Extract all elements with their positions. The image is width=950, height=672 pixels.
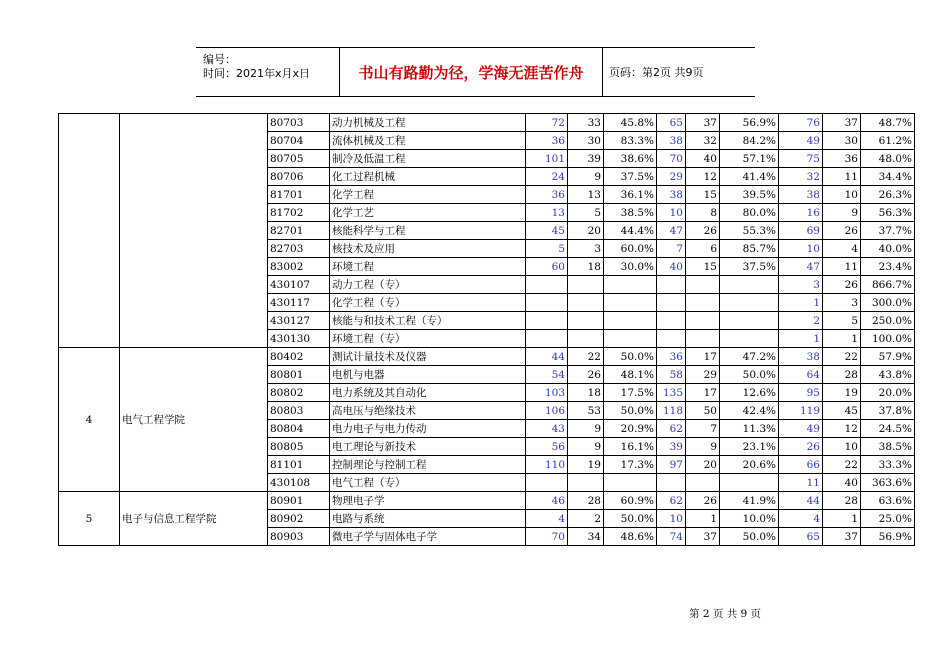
value-cell: 101 xyxy=(526,150,568,168)
value-cell: 56.3% xyxy=(861,204,915,222)
value-cell: 37.7% xyxy=(861,222,915,240)
value-cell xyxy=(657,276,686,294)
major-name: 电工理论与新技术 xyxy=(330,438,526,456)
major-code: 430127 xyxy=(268,312,330,330)
value-cell: 7 xyxy=(686,420,720,438)
value-cell: 18 xyxy=(568,384,604,402)
value-cell: 26 xyxy=(823,222,861,240)
value-cell: 363.6% xyxy=(861,474,915,492)
major-code: 80703 xyxy=(268,114,330,132)
value-cell: 72 xyxy=(526,114,568,132)
value-cell xyxy=(720,312,779,330)
value-cell: 63.6% xyxy=(861,492,915,510)
major-name: 化学工艺 xyxy=(330,204,526,222)
value-cell xyxy=(657,330,686,348)
value-cell: 22 xyxy=(823,456,861,474)
value-cell: 40 xyxy=(686,150,720,168)
value-cell: 26 xyxy=(686,222,720,240)
value-cell: 3 xyxy=(823,294,861,312)
value-cell: 45 xyxy=(823,402,861,420)
value-cell: 36 xyxy=(657,348,686,366)
value-cell: 47.2% xyxy=(720,348,779,366)
major-name: 测试计量技术及仪器 xyxy=(330,348,526,366)
value-cell xyxy=(526,294,568,312)
value-cell: 30 xyxy=(823,132,861,150)
major-name: 电路与系统 xyxy=(330,510,526,528)
major-code: 80805 xyxy=(268,438,330,456)
value-cell: 43.8% xyxy=(861,366,915,384)
value-cell: 8 xyxy=(686,204,720,222)
value-cell: 9 xyxy=(568,168,604,186)
value-cell: 20 xyxy=(568,222,604,240)
value-cell: 37.5% xyxy=(720,258,779,276)
value-cell: 10 xyxy=(779,240,823,258)
value-cell: 39 xyxy=(568,150,604,168)
value-cell: 50.0% xyxy=(604,402,657,420)
major-name: 化学工程 xyxy=(330,186,526,204)
value-cell: 5 xyxy=(526,240,568,258)
major-code: 80402 xyxy=(268,348,330,366)
value-cell: 38.5% xyxy=(604,204,657,222)
value-cell: 37.8% xyxy=(861,402,915,420)
value-cell: 17.3% xyxy=(604,456,657,474)
major-code: 80706 xyxy=(268,168,330,186)
value-cell: 28 xyxy=(823,492,861,510)
value-cell: 83.3% xyxy=(604,132,657,150)
value-cell: 60 xyxy=(526,258,568,276)
value-cell xyxy=(720,474,779,492)
major-name: 环境工程 xyxy=(330,258,526,276)
value-cell: 4 xyxy=(779,510,823,528)
value-cell: 40 xyxy=(823,474,861,492)
major-name: 制冷及低温工程 xyxy=(330,150,526,168)
value-cell: 36 xyxy=(526,132,568,150)
value-cell: 10 xyxy=(823,438,861,456)
value-cell xyxy=(657,312,686,330)
value-cell: 24 xyxy=(526,168,568,186)
value-cell xyxy=(526,330,568,348)
value-cell: 65 xyxy=(657,114,686,132)
value-cell: 70 xyxy=(657,150,686,168)
value-cell: 11 xyxy=(823,258,861,276)
value-cell: 50.0% xyxy=(720,366,779,384)
value-cell: 15 xyxy=(686,258,720,276)
value-cell: 10 xyxy=(823,186,861,204)
value-cell: 15 xyxy=(686,186,720,204)
value-cell: 37 xyxy=(686,114,720,132)
major-code: 80705 xyxy=(268,150,330,168)
value-cell: 45.8% xyxy=(604,114,657,132)
value-cell: 84.2% xyxy=(720,132,779,150)
value-cell xyxy=(657,294,686,312)
value-cell: 80.0% xyxy=(720,204,779,222)
value-cell: 57.9% xyxy=(861,348,915,366)
value-cell: 37 xyxy=(823,528,861,546)
value-cell: 34 xyxy=(568,528,604,546)
group-dept: 电气工程学院 xyxy=(120,348,268,492)
value-cell: 23.1% xyxy=(720,438,779,456)
value-cell: 28 xyxy=(568,492,604,510)
value-cell: 65 xyxy=(779,528,823,546)
value-cell: 33.3% xyxy=(861,456,915,474)
value-cell: 119 xyxy=(779,402,823,420)
value-cell: 58 xyxy=(657,366,686,384)
value-cell xyxy=(604,474,657,492)
value-cell: 66 xyxy=(779,456,823,474)
value-cell: 20.0% xyxy=(861,384,915,402)
value-cell: 34.4% xyxy=(861,168,915,186)
major-name: 动力机械及工程 xyxy=(330,114,526,132)
value-cell: 11 xyxy=(823,168,861,186)
major-code: 430107 xyxy=(268,276,330,294)
major-name: 电机与电器 xyxy=(330,366,526,384)
header-motto: 书山有路勤为径，学海无涯苦作舟 xyxy=(340,48,603,96)
value-cell: 85.7% xyxy=(720,240,779,258)
value-cell: 5 xyxy=(823,312,861,330)
major-code: 430130 xyxy=(268,330,330,348)
value-cell: 20 xyxy=(686,456,720,474)
value-cell: 56.9% xyxy=(861,528,915,546)
major-code: 80704 xyxy=(268,132,330,150)
value-cell: 26 xyxy=(779,438,823,456)
time-label: 时间：2021年x月x日 xyxy=(203,67,311,80)
value-cell: 55.3% xyxy=(720,222,779,240)
value-cell: 69 xyxy=(779,222,823,240)
value-cell: 20.9% xyxy=(604,420,657,438)
value-cell xyxy=(526,276,568,294)
value-cell: 106 xyxy=(526,402,568,420)
value-cell: 75 xyxy=(779,150,823,168)
value-cell: 4 xyxy=(526,510,568,528)
value-cell: 11.3% xyxy=(720,420,779,438)
value-cell: 49 xyxy=(779,420,823,438)
value-cell: 17 xyxy=(686,384,720,402)
value-cell: 42.4% xyxy=(720,402,779,420)
value-cell: 64 xyxy=(779,366,823,384)
value-cell: 32 xyxy=(686,132,720,150)
header-page-info: 页码：第2页 共9页 xyxy=(609,66,704,79)
value-cell: 118 xyxy=(657,402,686,420)
value-cell: 250.0% xyxy=(861,312,915,330)
value-cell: 61.2% xyxy=(861,132,915,150)
value-cell xyxy=(526,474,568,492)
major-name: 物理电子学 xyxy=(330,492,526,510)
value-cell xyxy=(686,276,720,294)
value-cell: 26 xyxy=(823,276,861,294)
value-cell xyxy=(568,312,604,330)
value-cell xyxy=(604,312,657,330)
value-cell: 9 xyxy=(823,204,861,222)
value-cell: 74 xyxy=(657,528,686,546)
value-cell: 57.1% xyxy=(720,150,779,168)
value-cell: 38.5% xyxy=(861,438,915,456)
value-cell xyxy=(720,330,779,348)
group-index: 4 xyxy=(59,348,120,492)
value-cell: 10 xyxy=(657,510,686,528)
value-cell: 1 xyxy=(823,330,861,348)
major-code: 81701 xyxy=(268,186,330,204)
page-footer: 第 2 页 共 9 页 xyxy=(689,608,762,620)
value-cell xyxy=(604,294,657,312)
value-cell xyxy=(686,330,720,348)
value-cell: 43 xyxy=(526,420,568,438)
value-cell: 4 xyxy=(823,240,861,258)
value-cell: 29 xyxy=(657,168,686,186)
value-cell: 44 xyxy=(526,348,568,366)
value-cell: 3 xyxy=(568,240,604,258)
value-cell: 110 xyxy=(526,456,568,474)
enrollment-table xyxy=(58,113,915,546)
value-cell: 16.1% xyxy=(604,438,657,456)
value-cell: 36 xyxy=(526,186,568,204)
value-cell: 9 xyxy=(568,420,604,438)
value-cell xyxy=(568,474,604,492)
value-cell: 47 xyxy=(657,222,686,240)
value-cell xyxy=(686,312,720,330)
major-code: 80801 xyxy=(268,366,330,384)
value-cell: 40 xyxy=(657,258,686,276)
major-code: 80804 xyxy=(268,420,330,438)
value-cell: 11 xyxy=(779,474,823,492)
value-cell: 2 xyxy=(779,312,823,330)
value-cell: 48.0% xyxy=(861,150,915,168)
value-cell: 32 xyxy=(779,168,823,186)
major-name: 电气工程（专） xyxy=(330,474,526,492)
value-cell: 76 xyxy=(779,114,823,132)
value-cell: 60.0% xyxy=(604,240,657,258)
value-cell: 9 xyxy=(568,438,604,456)
value-cell: 49 xyxy=(779,132,823,150)
value-cell: 50.0% xyxy=(604,510,657,528)
value-cell: 135 xyxy=(657,384,686,402)
value-cell: 19 xyxy=(568,456,604,474)
value-cell: 60.9% xyxy=(604,492,657,510)
value-cell: 12 xyxy=(823,420,861,438)
value-cell: 6 xyxy=(686,240,720,258)
value-cell: 17 xyxy=(686,348,720,366)
value-cell: 56 xyxy=(526,438,568,456)
value-cell: 36 xyxy=(823,150,861,168)
major-name: 化学工程（专） xyxy=(330,294,526,312)
value-cell: 26 xyxy=(686,492,720,510)
value-cell xyxy=(720,294,779,312)
value-cell xyxy=(686,474,720,492)
major-name: 核能与和技术工程（专） xyxy=(330,312,526,330)
table-row xyxy=(59,492,915,510)
major-name: 流体机械及工程 xyxy=(330,132,526,150)
value-cell: 40.0% xyxy=(861,240,915,258)
major-code: 82703 xyxy=(268,240,330,258)
value-cell: 37 xyxy=(686,528,720,546)
value-cell: 13 xyxy=(526,204,568,222)
value-cell: 300.0% xyxy=(861,294,915,312)
value-cell: 39 xyxy=(657,438,686,456)
value-cell: 44 xyxy=(779,492,823,510)
value-cell: 26.3% xyxy=(861,186,915,204)
value-cell: 24.5% xyxy=(861,420,915,438)
value-cell: 12 xyxy=(686,168,720,186)
value-cell: 13 xyxy=(568,186,604,204)
value-cell: 25.0% xyxy=(861,510,915,528)
value-cell: 866.7% xyxy=(861,276,915,294)
value-cell xyxy=(604,276,657,294)
major-code: 80802 xyxy=(268,384,330,402)
value-cell xyxy=(568,294,604,312)
value-cell: 44.4% xyxy=(604,222,657,240)
major-name: 电力系统及其自动化 xyxy=(330,384,526,402)
major-code: 80903 xyxy=(268,528,330,546)
value-cell: 22 xyxy=(568,348,604,366)
value-cell: 70 xyxy=(526,528,568,546)
group-index: 5 xyxy=(59,492,120,546)
value-cell: 23.4% xyxy=(861,258,915,276)
major-name: 电力电子与电力传动 xyxy=(330,420,526,438)
value-cell: 33 xyxy=(568,114,604,132)
table-row xyxy=(59,348,915,366)
value-cell: 38 xyxy=(779,186,823,204)
value-cell xyxy=(604,330,657,348)
major-name: 核能科学与工程 xyxy=(330,222,526,240)
value-cell: 48.7% xyxy=(861,114,915,132)
value-cell: 22 xyxy=(823,348,861,366)
value-cell: 17.5% xyxy=(604,384,657,402)
value-cell: 37 xyxy=(823,114,861,132)
value-cell: 50.0% xyxy=(604,348,657,366)
value-cell xyxy=(526,312,568,330)
value-cell: 19 xyxy=(823,384,861,402)
value-cell xyxy=(720,276,779,294)
value-cell: 46 xyxy=(526,492,568,510)
value-cell: 2 xyxy=(568,510,604,528)
value-cell xyxy=(657,474,686,492)
major-code: 80902 xyxy=(268,510,330,528)
value-cell: 1 xyxy=(823,510,861,528)
value-cell: 48.6% xyxy=(604,528,657,546)
major-code: 80803 xyxy=(268,402,330,420)
value-cell: 28 xyxy=(823,366,861,384)
value-cell: 38 xyxy=(657,186,686,204)
value-cell: 1 xyxy=(686,510,720,528)
value-cell: 39.5% xyxy=(720,186,779,204)
value-cell: 38 xyxy=(657,132,686,150)
value-cell: 50 xyxy=(686,402,720,420)
value-cell: 36.1% xyxy=(604,186,657,204)
table-row xyxy=(59,114,915,132)
value-cell: 38 xyxy=(779,348,823,366)
value-cell: 16 xyxy=(779,204,823,222)
major-name: 动力工程（专） xyxy=(330,276,526,294)
major-code: 430108 xyxy=(268,474,330,492)
major-name: 环境工程（专） xyxy=(330,330,526,348)
value-cell xyxy=(686,294,720,312)
value-cell xyxy=(568,330,604,348)
group-index xyxy=(59,114,120,348)
value-cell: 37.5% xyxy=(604,168,657,186)
major-code: 82701 xyxy=(268,222,330,240)
group-dept xyxy=(120,114,268,348)
value-cell: 48.1% xyxy=(604,366,657,384)
value-cell: 97 xyxy=(657,456,686,474)
value-cell: 9 xyxy=(686,438,720,456)
header-meta xyxy=(196,48,340,96)
value-cell: 62 xyxy=(657,420,686,438)
value-cell: 18 xyxy=(568,258,604,276)
value-cell: 50.0% xyxy=(720,528,779,546)
value-cell: 29 xyxy=(686,366,720,384)
value-cell: 30.0% xyxy=(604,258,657,276)
major-code: 81101 xyxy=(268,456,330,474)
major-code: 80901 xyxy=(268,492,330,510)
value-cell xyxy=(568,276,604,294)
major-code: 430117 xyxy=(268,294,330,312)
value-cell: 38.6% xyxy=(604,150,657,168)
value-cell: 103 xyxy=(526,384,568,402)
value-cell: 53 xyxy=(568,402,604,420)
major-name: 化工过程机械 xyxy=(330,168,526,186)
value-cell: 10.0% xyxy=(720,510,779,528)
major-code: 81702 xyxy=(268,204,330,222)
value-cell: 10 xyxy=(657,204,686,222)
major-code: 83002 xyxy=(268,258,330,276)
value-cell: 3 xyxy=(779,276,823,294)
value-cell: 54 xyxy=(526,366,568,384)
value-cell: 41.4% xyxy=(720,168,779,186)
value-cell: 7 xyxy=(657,240,686,258)
value-cell: 100.0% xyxy=(861,330,915,348)
major-name: 高电压与绝缘技术 xyxy=(330,402,526,420)
value-cell: 45 xyxy=(526,222,568,240)
value-cell: 20.6% xyxy=(720,456,779,474)
page-header xyxy=(196,47,755,97)
value-cell: 47 xyxy=(779,258,823,276)
value-cell: 62 xyxy=(657,492,686,510)
value-cell: 1 xyxy=(779,294,823,312)
value-cell: 12.6% xyxy=(720,384,779,402)
major-name: 核技术及应用 xyxy=(330,240,526,258)
major-name: 控制理论与控制工程 xyxy=(330,456,526,474)
major-name: 微电子学与固体电子学 xyxy=(330,528,526,546)
number-label: 编号： xyxy=(203,53,236,66)
value-cell: 5 xyxy=(568,204,604,222)
value-cell: 41.9% xyxy=(720,492,779,510)
value-cell: 30 xyxy=(568,132,604,150)
group-dept: 电子与信息工程学院 xyxy=(120,492,268,546)
value-cell: 1 xyxy=(779,330,823,348)
value-cell: 56.9% xyxy=(720,114,779,132)
value-cell: 26 xyxy=(568,366,604,384)
value-cell: 95 xyxy=(779,384,823,402)
